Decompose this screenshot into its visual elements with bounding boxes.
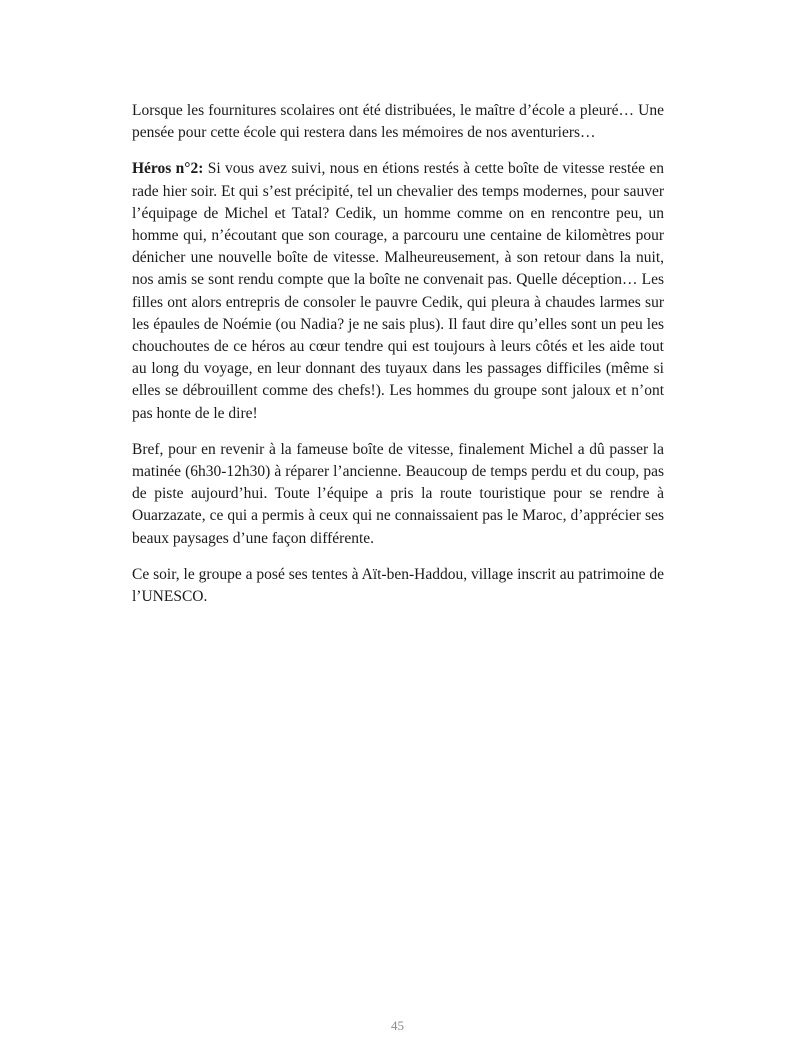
document-body	[132, 100, 664, 622]
paragraph-gearbox-repair: Bref, pour en revenir à la fameuse boîte de vitesse, finalement Michel a dû passer la matinée (6h30-12h30) à réparer l’ancienne. Beaucoup de temps perdu et du coup, pas de piste aujourd’hui. Toute l’équipe a pris la route touristique pour se rendre à Ouarzazate, ce qui a permis à ceux qui ne connaissaient pas le Maroc, d’apprécier ses beaux paysages d’une façon différente.	[132, 440, 664, 547]
heros-heading: Héros n°2:	[132, 160, 204, 178]
paragraph-school-supplies: Lorsque les fournitures scolaires ont été distribuées, le maître d’école a pleuré… Une pensée pour cette école qui restera dans les mémoires de nos aventuriers…	[132, 102, 664, 142]
paragraph-camp-tonight: Ce soir, le groupe a posé ses tentes à Aït-ben-Haddou, village inscrit au patrimoine de l’UNESCO.	[132, 565, 664, 606]
paragraph-heros-2	[132, 158, 664, 424]
page-number: 45	[391, 1018, 404, 1033]
heros-text: Si vous avez suivi, nous en étions restés à cette boîte de vitesse restée en rade hier soir. Et qui s’est précipité, tel un chevalier des temps modernes, pour sauver l’équipage de Michel et Tatal? Cedik, un homme comme on en rencontre peu, un homme qui, n’écoutant que son courage, a parcouru une centaine de kilomètres pour dénicher une nouvelle boîte de vitesse. Malheureusement, à son retour dans la nuit, nos amis se sont rendu compte que la boîte ne convenait pas. Quelle déception… Les filles ont alors entrepris de consoler le pauvre Cedik, qui pleura à chaudes larmes sur les épaules de Noémie (ou Nadia? je ne sais plus). Il faut dire qu’elles sont un peu les chouchoutes de ce héros au cœur tendre qui est toujours à leurs côtés et les aide tout au long du voyage, en leur donnant des tuyaux dans les passages difficiles (même si elles se débrouillent comme des chefs!). Les hommes du groupe sont jaloux et n’ont pas honte de le dire!	[132, 160, 664, 422]
